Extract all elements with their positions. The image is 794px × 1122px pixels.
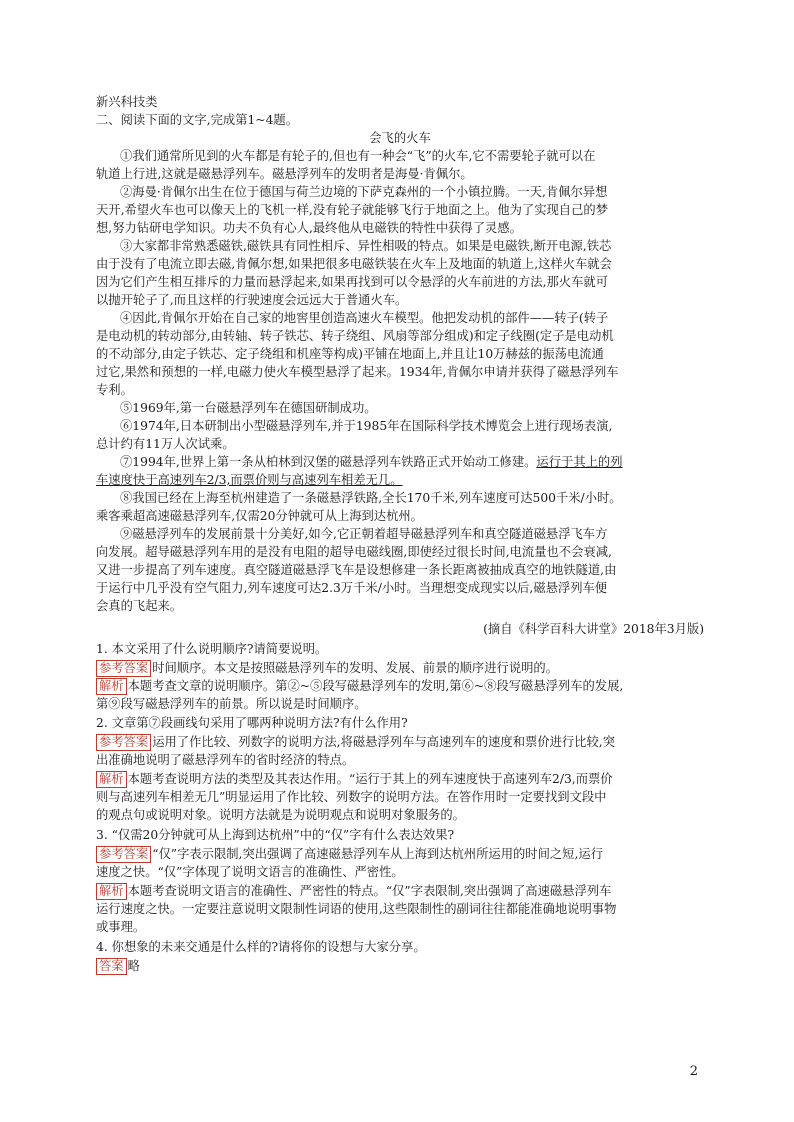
q1-analysis-line <box>96 677 704 695</box>
q4-answer-text: 略 <box>127 959 140 973</box>
q3-analysis-line: 运行速度之快。一定要注意说明文限制性词语的使用,这些限制性的副词往往都能准确地说明事物 <box>96 902 617 916</box>
q3-answer-text: “仅”字表示限制,突出强调了高速磁悬浮列车从上海到达杭州所运用的时间之短,运行 <box>152 847 603 861</box>
paragraph-2-line: 想,努力钻研电学知识。功夫不负有心人,最终他从电磁铁的特性中获得了灵感。 <box>96 221 522 235</box>
paragraph-5-line: ⑤1969年,第一台磁悬浮列车在德国研制成功。 <box>120 401 377 415</box>
q1-answer-line <box>96 659 704 677</box>
paragraph-3-line: 以抛开轮子了,而且这样的行驶速度会远远大于普通火车。 <box>96 293 408 307</box>
paragraph-4-line: 专利。 <box>96 383 133 397</box>
category-label: 新兴科技类 <box>96 95 158 109</box>
question-1: 1. 本文采用了什么说明顺序?请简要说明。 <box>96 642 328 656</box>
q2-answer-line <box>96 733 704 751</box>
q2-answer-line: 出准确地说明了磁悬浮列车的省时经济的特点。 <box>96 753 355 767</box>
paragraph-6-line: ⑥1974年,日本研制出小型磁悬浮列车,并于1985年在国际科学技术博览会上进行现场表演, <box>120 419 613 433</box>
q3-answer-line <box>96 845 704 863</box>
paragraph-4-line: 的不动部分,由定子铁芯、定子绕组和机座等构成)平铺在地面上,并且让10万赫兹的振荡电流通 <box>96 347 604 361</box>
paragraph-4-line: 是电动机的转动部分,由转轴、转子铁芯、转子绕组、风扇等部分组成)和定子线圈(定子是电动机 <box>96 329 614 343</box>
question-2: 2. 文章第⑦段画线句采用了哪两种说明方法?有什么作用? <box>96 716 408 730</box>
underlined-sentence: 运行于其上的列 <box>536 455 623 469</box>
paragraph-8-line: ⑧我国已经在上海至杭州建造了一条磁悬浮铁路,全长170千米,列车速度可达500千米/小时。 <box>120 491 622 505</box>
paragraph-2-line: ②海曼·肯佩尔出生在位于德国与荷兰边境的下萨克森州的一个小镇拉腾。一天,肯佩尔异想 <box>120 185 608 199</box>
q3-analysis-line: 或事理。 <box>96 920 146 934</box>
article-title: 会飞的火车 <box>369 131 431 145</box>
q3-analysis-line <box>96 882 704 900</box>
paragraph-3-line: ③大家都非常熟悉磁铁,磁铁具有同性相斥、异性相吸的特点。如果是电磁铁,断开电源,铁芯 <box>120 239 612 253</box>
paragraph-9-line: ⑨磁悬浮列车的发展前景十分美好,如今,它正朝着超导磁悬浮列车和真空隧道磁悬浮飞车方 <box>120 527 608 541</box>
reference-answer-badge: 参考答案 <box>96 660 151 677</box>
q2-answer-text: 运用了作比较、列数字的说明方法,将磁悬浮列车与高速列车的速度和票价进行比较,突 <box>152 735 616 749</box>
underlined-sentence: 车速度快于高速列车2/3,而票价则与高速列车相差无几。 <box>96 473 403 487</box>
paragraph-4-line: ④因此,肯佩尔开始在自己家的地窖里创造高速火车模型。他把发动机的部件——转子(转子 <box>120 311 609 325</box>
q3-analysis-text: 本题考查说明文语言的准确性、严密性的特点。“仅”字表限制,突出强调了高速磁悬浮列车 <box>127 884 612 898</box>
paragraph-6-line: 总计约有11万人次试乘。 <box>96 437 235 451</box>
paragraph-9-line: 向发展。超导磁悬浮列车用的是没有电阻的超导电磁线圈,即使经过很长时间,电流量也不会衰减, <box>96 545 612 559</box>
paragraph-9-line: 于运行中几乎没有空气阻力,列车速度可达2.3万千米/小时。当理想变成现实以后,磁悬浮列车便 <box>96 581 608 595</box>
q4-answer-line <box>96 957 704 975</box>
paragraph-9-line: 又进一步提高了列车速度。真空隧道磁悬浮飞车是设想修建一条长距离被抽成真空的地铁隧道,由 <box>96 563 617 577</box>
q1-analysis-line: 第⑨段写磁悬浮列车的前景。所以说是时间顺序。 <box>96 697 367 711</box>
reference-answer-badge: 参考答案 <box>96 734 151 751</box>
paragraph-2-line: 天开,希望火车也可以像天上的飞机一样,没有轮子就能够飞行于地面之上。他为了实现自己的梦 <box>96 203 608 217</box>
paragraph-8-line: 乘客乘超高速磁悬浮列车,仅需20分钟就可从上海到达杭州。 <box>96 509 423 523</box>
source-citation: (摘自《科学百科大讲堂》2018年3月版) <box>483 622 704 636</box>
paragraph-4-line: 过它,果然和预想的一样,电磁力使火车模型悬浮了起来。1934年,肯佩尔申请并获得了磁悬浮列车 <box>96 365 619 379</box>
section-heading: 二、阅读下面的文字,完成第1~4题。 <box>96 113 299 127</box>
paragraph-3-line: 因为它们产生相互排斥的力量而悬浮起来,如果再找到可以令悬浮的火车前进的方法,那火车就可 <box>96 275 608 289</box>
q2-analysis-text: 本题考查说明方法的类型及其表达作用。“运行于其上的列车速度快于高速列车2/3,而票价 <box>127 772 613 786</box>
paragraph-1-line: ①我们通常所见到的火车都是有轮子的,但也有一种会“飞”的火车,它不需要轮子就可以在 <box>120 149 596 163</box>
paragraph-3-line: 由于没有了电流立即去磁,肯佩尔想,如果把很多电磁铁装在火车上及地面的轨道上,这样火车就会 <box>96 257 612 271</box>
paragraph-7-line <box>96 453 728 471</box>
question-4: 4. 你想象的未来交通是什么样的?请将你的设想与大家分享。 <box>96 940 426 954</box>
paragraph-1-line: 轨道上行进,这就是磁悬浮列车。磁悬浮列车的发明者是海曼·肯佩尔。 <box>96 167 473 181</box>
reference-answer-badge: 参考答案 <box>96 846 151 863</box>
paragraph-7-text: ⑦1994年,世界上第一条从柏林到汉堡的磁悬浮列车铁路正式开始动工修建。 <box>120 455 537 469</box>
analysis-badge: 解析 <box>96 883 127 900</box>
q2-analysis-line: 则与高速列车相差无几”明显运用了作比较、列数字的说明方法。在答作用时一定要找到文段中 <box>96 790 607 804</box>
q3-answer-line: 速度之快。“仅”字体现了说明文语言的准确性、严密性。 <box>96 865 404 879</box>
analysis-badge: 解析 <box>96 678 127 695</box>
question-3: 3. “仅需20分钟就可从上海到达杭州”中的“仅”字有什么表达效果? <box>96 828 455 842</box>
q2-analysis-line <box>96 770 704 788</box>
analysis-badge: 解析 <box>96 771 127 788</box>
q1-answer-text: 时间顺序。本文是按照磁悬浮列车的发明、发展、前景的顺序进行说明的。 <box>152 661 559 675</box>
paragraph-9-line: 会真的飞起来。 <box>96 599 183 613</box>
answer-badge: 答案 <box>96 958 127 975</box>
page-number: 2 <box>689 1064 698 1079</box>
q1-analysis-text: 本题考查文章的说明顺序。第②~⑤段写磁悬浮列车的发明,第⑥~⑧段写磁悬浮列车的发展, <box>127 679 624 693</box>
q2-analysis-line: 的观点句或说明对象。说明方法就是为说明观点和说明对象服务的。 <box>96 808 465 822</box>
